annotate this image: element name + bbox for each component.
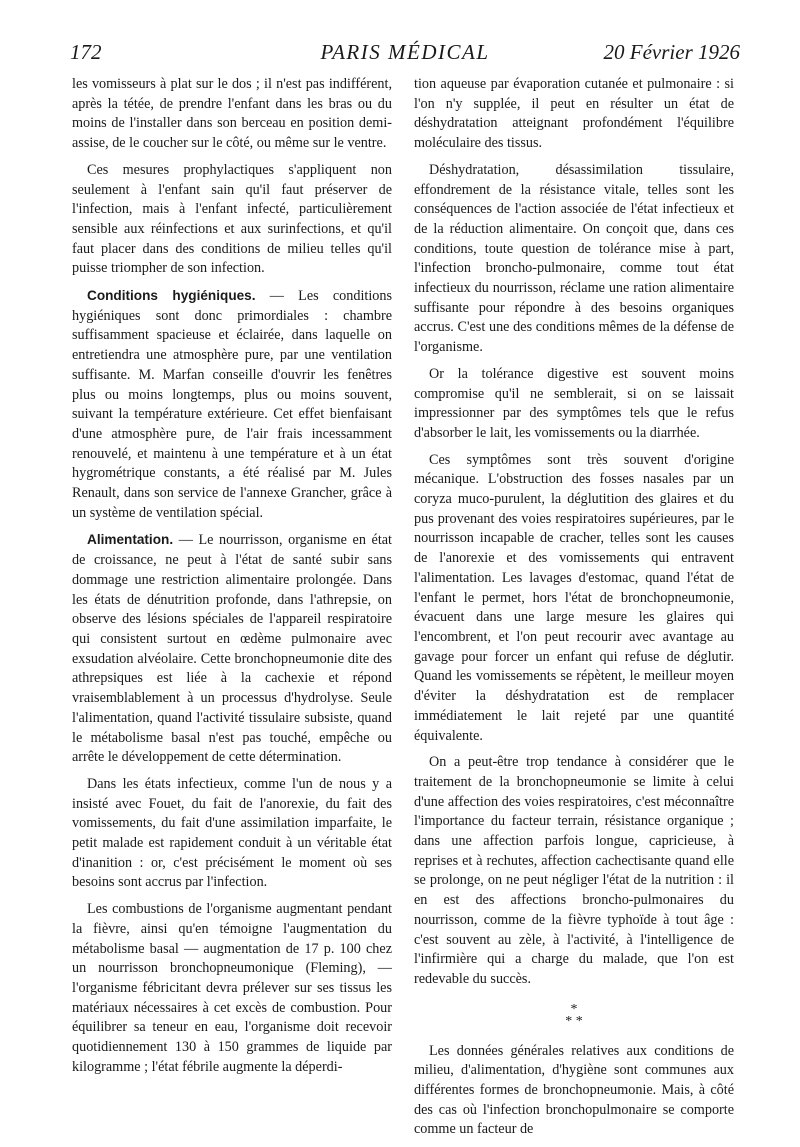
separator-star-top: * (570, 1001, 578, 1017)
paragraph: Dans les états infectieux, comme l'un de nous y a insisté avec Fouet, du fait de l'anorexie, du fait des vomissements, du fait d'une assimilation imparfaite, le petit malade est rapidement conduit à un véritable état d'inanition : or, c'est précisément le moment où ses besoins sont accrus par l'infection. (72, 775, 392, 891)
paragraph-text: — Les conditions hygiéniques sont donc primordiales : chambre suffisamment spacieuse et éclairée, dans laquelle on entretiendra une atmosphère pure, par une ventilation suffisante. M. Marfan conseille d'ouvrir les fenêtres plus ou moins longtemps, plus ou moins souvent, suivant la température extérieure. Cet effet bienfaisant d'une atmosphère pure, de l'air frais incessamment renouvelé, et maintenu à une température et à un état hygrométrique constants, a été réalisé par M. Jules Renault, dans son service de l'annexe Grancher, grâce à un système de ventilation spécial. (72, 288, 392, 521)
paragraph: Ces mesures prophylactiques s'appliquent non seulement à l'enfant sain qu'il faut préserver de l'infection, mais à l'enfant infecté, particulièrement sensible aux réinfections et aux surinfections, et qu'il faut placer dans des conditions de milieu telles qu'il puisse triompher de son infection. (72, 161, 392, 277)
issue-date: 20 Février 1926 (603, 40, 740, 64)
journal-title: PARIS MÉDICAL (320, 40, 490, 64)
right-column (414, 75, 734, 1147)
left-column (72, 75, 392, 1084)
section-heading-alimentation: Alimentation. (87, 532, 174, 548)
running-header (70, 40, 740, 70)
paragraph: On a peut-être trop tendance à considérer que le traitement de la bronchopneumonie se limite à celui d'une affection des voies respiratoires, c'est méconnaître l'importance du facteur terrain, résistance organique ; dans une affection parfois longue, capricieuse, à reprises et à rechutes, affection cachectisante quand elle se prolonge, on ne peut négliger l'état de la nutrition : il en est des affections broncho-pulmonaires du nourrisson, comme de la fièvre typhoïde à tout âge : c'est souvent au zèle, à l'activité, à l'intelligence de l'infirmière qui a charge du malade, que l'on est redevable du succès. (414, 754, 734, 987)
paragraph-hygiene (72, 286, 392, 523)
paragraph: les vomisseurs à plat sur le dos ; il n'est pas indifférent, après la tétée, de prendre l'enfant dans les bras ou du moins de l'installer dans son berceau en position demi-assise, de le coucher sur le côté, ou même sur le ventre. (72, 76, 392, 152)
paragraph-text: — Le nourrisson, organisme en état de croissance, ne peut à l'état de santé subir sans dommage une restriction alimentaire prolongée. Dans les états de dénutrition profonde, dans l'athrepsie, on observe des lésions spéciales de l'appareil respiratoire qui consistent surtout en œdème pulmonaire avec exsudation alvéolaire. Cette bronchopneumonie dite des athrepsiques est liée à la cachexie et répond vraisemblablement à un processus d'hydrolyse. Seule l'alimentation, quand l'activité tissulaire subsiste, quand le métabolisme basal n'est pas touché, empêche ou arrête le développement de cette détermination. (72, 532, 392, 766)
paragraph: Les données générales relatives aux conditions de milieu, d'alimentation, d'hygiène sont communes aux différentes formes de bronchopneumonie. Mais, à côté des cas où l'infection bronchopulmonaire se comporte comme un facteur de (414, 1042, 734, 1138)
section-heading-hygiene: Conditions hygiéniques. (87, 288, 256, 304)
paragraph: Ces symptômes sont très souvent d'origine mécanique. L'obstruction des fosses nasales par un coryza muco-purulent, la déglutition des glaires et du pus provenant des voies respiratoires supérieures, par le nourrisson incapable de cracher, telles sont les causes de l'anorexie et des vomissements qui entravent l'alimentation. Les lavages d'estomac, quand l'état de l'enfant le permet, hors l'état de bronchopneumonie, évacuent dans une large mesure les glaires qui l'encombrent, et l'on peut recourir avec avantage au gavage pour forcer un enfant qui refuse de déglutir. Quand les vomissements se répètent, le meilleur moyen d'éviter la déshydratation est de remplacer immédiatement le lait rejeté par une quantité équivalente. (414, 451, 734, 744)
paragraph: Or la tolérance digestive est souvent moins compromise qu'il ne semblerait, si on se laissait impressionner par des symptômes tels que le refus d'absorber le lait, les vomissements ou la diarrhée. (414, 365, 734, 441)
section-separator (414, 1001, 734, 1029)
separator-stars-bottom: * * (565, 1013, 583, 1029)
page-number: 172 (70, 40, 102, 64)
paragraph: tion aqueuse par évaporation cutanée et pulmonaire : si l'on n'y supplée, il peut en résulter un état de déshydratation atteignant profondément l'équilibre moléculaire des tissus. (414, 76, 734, 152)
paragraph: Déshydratation, désassimilation tissulaire, effondrement de la résistance vitale, telles sont les conséquences de l'action associée de l'état infectieux et de la réduction alimentaire. On conçoit que, dans ces conditions, toute question de tolérance mise à part, l'infection broncho-pulmonaire, comme tout état infectieux du nourrisson, réclame une ration alimentaire suffisante pour répondre à des besoins organiques accrus. C'est une des conditions mêmes de la défense de l'organisme. (414, 161, 734, 356)
paragraph: Les combustions de l'organisme augmentant pendant la fièvre, ainsi qu'en témoigne l'augmentation du métabolisme basal — augmentation de 17 p. 100 chez un nourrisson bronchopneumonique (Fleming), — l'organisme fébricitant devra prélever sur ses tissus les matériaux nécessaires à cet excès de combustion. Pour équilibrer sa teneur en eau, l'organisme doit recevoir quotidiennement 130 à 150 grammes de liquide par kilogramme ; l'état fébrile augmente la déperdi- (72, 901, 392, 1075)
paragraph-alimentation (72, 530, 392, 767)
